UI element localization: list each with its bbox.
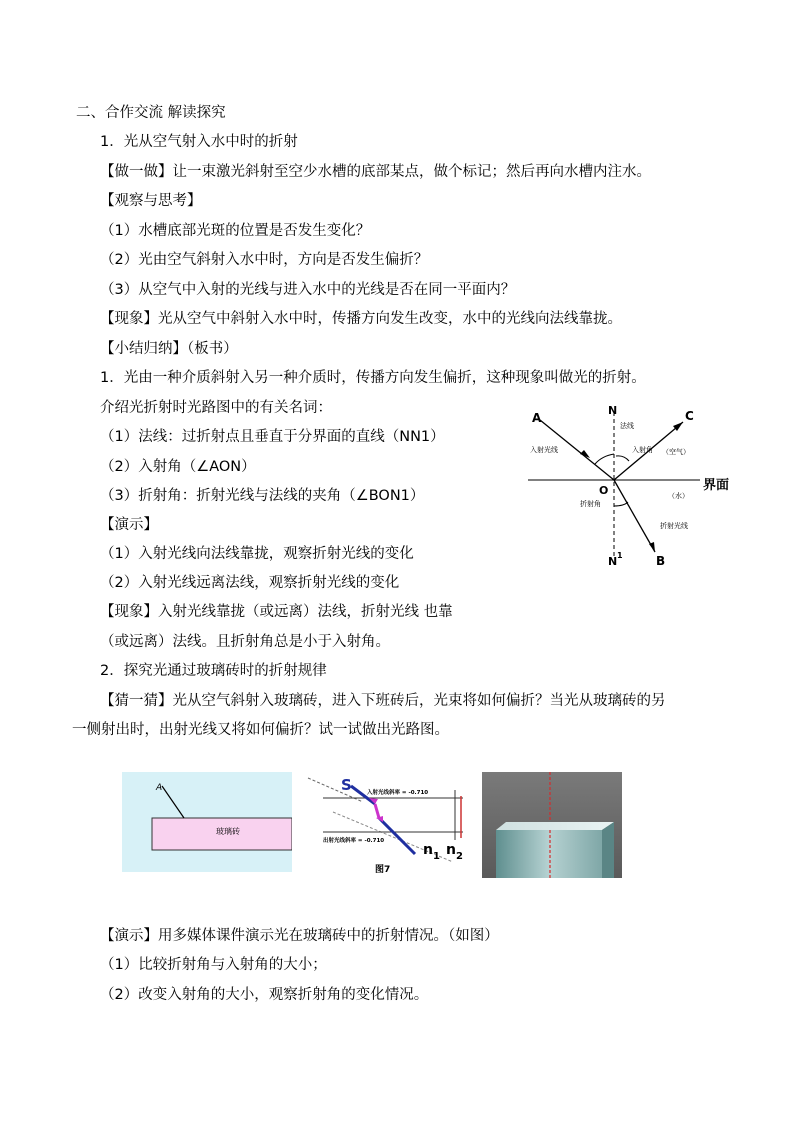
reflection-angle-arc bbox=[616, 456, 629, 461]
question-2: （2）光由空气斜射入水中时，方向是否发生偏折？ bbox=[100, 252, 429, 268]
phenomenon-2-line-2: （或远离）法线。且折射角总是小于入射角。 bbox=[100, 634, 390, 650]
block-front-face bbox=[496, 830, 602, 878]
try-it-paragraph: 【做一做】让一束激光斜射至空少水槽的底部某点，做个标记；然后再向水槽内注水。 bbox=[100, 164, 651, 180]
summary-heading: 【小结归纳】（板书） bbox=[100, 341, 238, 357]
observe-think-heading: 【观察与思考】 bbox=[100, 193, 202, 209]
demo-2-paragraph: 【演示】用多媒体课件演示光在玻璃砖中的折射情况。（如图） bbox=[100, 928, 499, 944]
block-top-face bbox=[496, 822, 614, 830]
label-glass: 玻璃砖 bbox=[216, 827, 240, 836]
demo-item-2: （2）入射光线远离法线，观察折射光线的变化 bbox=[100, 575, 400, 591]
label-B: B bbox=[656, 554, 666, 568]
guess-line-1: 【猜一猜】光从空气斜射入玻璃砖，进入下班砖后，光束将如何偏折？当光从玻璃砖的另 bbox=[100, 693, 666, 709]
out-slope-label: 出射光线斜率 = -0.710 bbox=[323, 838, 385, 844]
phenomenon-2-line-1: 【现象】入射光线靠拢（或远离）法线，折射光线 也靠 bbox=[100, 604, 453, 620]
label-N1: N bbox=[608, 555, 618, 568]
incident-angle-arc bbox=[595, 454, 614, 464]
refraction-diagram bbox=[520, 400, 735, 575]
refracted-ray bbox=[614, 480, 655, 552]
block-side-face bbox=[602, 822, 614, 878]
label-n1-sub: 1 bbox=[433, 851, 440, 862]
label-interface: 界面 bbox=[703, 478, 730, 493]
label-A: A bbox=[532, 411, 542, 425]
refraction-angle-arc bbox=[614, 502, 628, 506]
demo-item-1: （1）入射光线向法线靠拢，观察折射光线的变化 bbox=[100, 546, 414, 562]
section-heading: 二、合作交流 解读探究 bbox=[76, 105, 226, 121]
label-water: （水） bbox=[668, 492, 689, 500]
label-normal: 法线 bbox=[620, 422, 634, 430]
label-A: A bbox=[156, 783, 163, 793]
label-n2-sub: 2 bbox=[456, 851, 463, 862]
subsection-heading-2: 2．探究光通过玻璃砖时的折射规律 bbox=[100, 663, 327, 679]
terms-intro: 介绍光折射时光路图中的有关名词： bbox=[100, 400, 332, 416]
compare-item-1: （1）比较折射角与入射角的大小； bbox=[100, 957, 327, 973]
glass-block-3d-figure bbox=[482, 772, 622, 878]
label-n1: n bbox=[423, 842, 433, 858]
label-incident-angle: 入射角 bbox=[632, 446, 653, 454]
compare-item-2: （2）改变入射角的大小，观察折射角的变化情况。 bbox=[100, 987, 429, 1003]
term-incident-angle: （2）入射角（∠AON） bbox=[100, 459, 256, 475]
guess-line-2: 一侧射出时，出射光线又将如何偏折？试一试做出光路图。 bbox=[72, 722, 449, 738]
label-refracted-ray: 折射光线 bbox=[660, 522, 688, 530]
label-S: S bbox=[341, 776, 352, 794]
phenomenon-1: 【现象】光从空气中斜射入水中时，传播方向发生改变，水中的光线向法线靠拢。 bbox=[100, 311, 622, 327]
label-n2: n bbox=[446, 842, 456, 858]
label-C: C bbox=[685, 409, 694, 423]
label-N: N bbox=[608, 404, 618, 417]
term-refraction-angle: （3）折射角：折射光线与法线的夹角（∠BON1） bbox=[100, 488, 425, 504]
demo-heading: 【演示】 bbox=[100, 517, 158, 533]
glass-block-figure bbox=[122, 772, 292, 872]
subsection-heading-1: 1．光从空气射入水中时的折射 bbox=[100, 134, 298, 150]
question-3: （3）从空气中入射的光线与进入水中的光线是否在同一平面内？ bbox=[100, 282, 516, 298]
label-air: （空气） bbox=[662, 448, 690, 456]
label-refraction-angle: 折射角 bbox=[580, 500, 601, 508]
in-slope-label: 入射光线斜率 = -0.710 bbox=[367, 790, 429, 796]
refraction-definition: 1．光由一种介质斜射入另一种介质时，传播方向发生偏折，这种现象叫做光的折射。 bbox=[100, 370, 646, 386]
label-N1-sup: 1 bbox=[617, 551, 623, 560]
label-O: O bbox=[599, 484, 609, 497]
term-normal: （1）法线：过折射点且垂直于分界面的直线（NN1） bbox=[100, 429, 445, 445]
slab-ray-figure bbox=[303, 772, 473, 876]
figure-caption: 图7 bbox=[375, 865, 391, 875]
question-1: （1）水槽底部光斑的位置是否发生变化？ bbox=[100, 223, 371, 239]
label-incident-ray: 入射光线 bbox=[530, 446, 558, 454]
